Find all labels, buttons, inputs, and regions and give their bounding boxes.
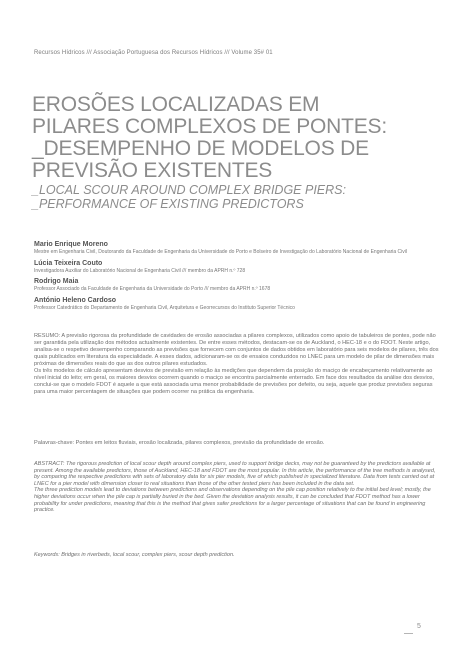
- abstract-portuguese: [34, 333, 440, 396]
- title-en-line: _PERFORMANCE OF EXISTING PREDICTORS: [32, 197, 304, 211]
- author-block: [34, 240, 434, 256]
- author-block: [34, 296, 434, 312]
- title-english: [32, 183, 452, 211]
- keywords-portuguese: Palavras-chave: Pontes em leitos fluviais, erosão localizada, pilares complexos, previsão da profundidade de erosão.: [34, 440, 325, 446]
- abstract-en-paragraph: The three prediction models lead to deviations between predictions and observations depending on the pile cap position relatively to the initial bed level; mostly, the higher deviations occur when the pile cap is partially buried in the bed. Given the deviation analysis results, it can be concluded that FDOT method has a lower probability for under predictions, meaning that this is the method that gives safer predictions for a larger percentage of situations that can be found in engineering practice.: [34, 487, 431, 514]
- abstract-english: [34, 461, 440, 514]
- title-pt-line: EROSÕES LOCALIZADAS EM: [32, 93, 320, 116]
- abstract-en-paragraph: ABSTRACT: The rigorous prediction of local scour depth around complex piers, used to support bridge decks, may not be guaranteed by the predictors available at present. Among the available predictors, those of Auckland, HEC-18 and FDOT are the most popular. In this article, the performance of the tree methods is analysed, by comparing the respective predictions with sets of laboratory data for six pier models, five of which published in specialized literature. Data from tests carried out at LNEC for a pier model with dimension closer to real situations than those of the other tested piers has been included in the data set.: [34, 461, 436, 487]
- author-affiliation: Investigadora Auxiliar do Laboratório Nacional de Engenharia Civil /// membro da APRH n.º 728: [34, 267, 246, 274]
- title-pt-line: _DESEMPENHO DE MODELOS DE: [32, 137, 369, 160]
- author-name: Mario Enrique Moreno: [34, 241, 108, 248]
- author-name: Rodrigo Maia: [34, 278, 79, 285]
- author-affiliation: Mestre em Engenharia Civil, Doutorando da Faculdade de Engenharia da Universidade do Porto e Bolseiro de Investigação do Laboratório Nacional de Engenharia Civil: [34, 249, 408, 255]
- abstract-pt-paragraph: RESUMO: A previsão rigorosa da profundidade de cavidades de erosão associadas a pilares complexos, utilizados como apoio de tabuleiros de pontes, pode não ser garantida pela utilização dos métodos actualmente existentes. De entre esses métodos, destacam-se os de Auckland, o HEC-18 e o do FDOT. Neste artigo, analisa-se o respetivo desempenho comparando as previsões que fornecem com conjuntos de dados obtidos em laboratório para seis modelos de pilares, três dos quais publicados em literatura da especialidade. A esses dados, adicionaram-se os de ensaios conduzidos no LNEC para um modelo de pilar de dimensões mais próximas de dimensões reais do que as dos outros pilares estudados.: [34, 333, 439, 367]
- author-affiliation: Professor Catedrático do Departamento de Engenharia Civil, Arquitetura e Georrecursos do Instituto Superior Técnico: [34, 304, 295, 311]
- author-name: António Heleno Cardoso: [34, 296, 117, 304]
- title-en-line: _LOCAL SCOUR AROUND COMPLEX BRIDGE PIERS:: [32, 183, 346, 197]
- author-block: [34, 259, 434, 275]
- author-list: [34, 240, 434, 314]
- title-pt-line: PILARES COMPLEXOS DE PONTES:: [32, 115, 387, 138]
- author-affiliation: Professor Associado da Faculdade de Engenharia da Universidade do Porto /// membro da APRH n.º 1678: [34, 286, 271, 292]
- author-name: Lúcia Teixeira Couto: [34, 259, 103, 267]
- journal-header: Recursos Hídricos /// Associação Portuguesa dos Recursos Hídricos /// Volume 35# 01: [34, 50, 273, 56]
- author-block: [34, 277, 434, 293]
- title-pt-line: PREVISÃO EXISTENTES: [32, 159, 273, 182]
- page-number-rule: [404, 633, 413, 634]
- keywords-english: Keywords: Bridges in riverbeds, local scour, complex piers, scour depth prediction.: [34, 552, 235, 558]
- page-number: 5: [417, 623, 421, 630]
- title-portuguese: [32, 94, 452, 182]
- abstract-pt-paragraph: Os três modelos de cálculo apresentam desvios de previsão em relação às medições que dependem da posição do maciço de encabeçamento relativamente ao nível inicial do leito; em geral, os maiores desvios ocorrem quando o maciço se encontra parcialmente enterrado. Em face dos resultados da análise dos desvios, conclui-se que o modelo FDOT é aquele a que está associada uma menor probabilidade de previsões por defeito, ou seja, aquele que produz previsões seguras para uma maior percentagem de situações que podem ocorrer na prática da engenharia.: [34, 368, 435, 395]
